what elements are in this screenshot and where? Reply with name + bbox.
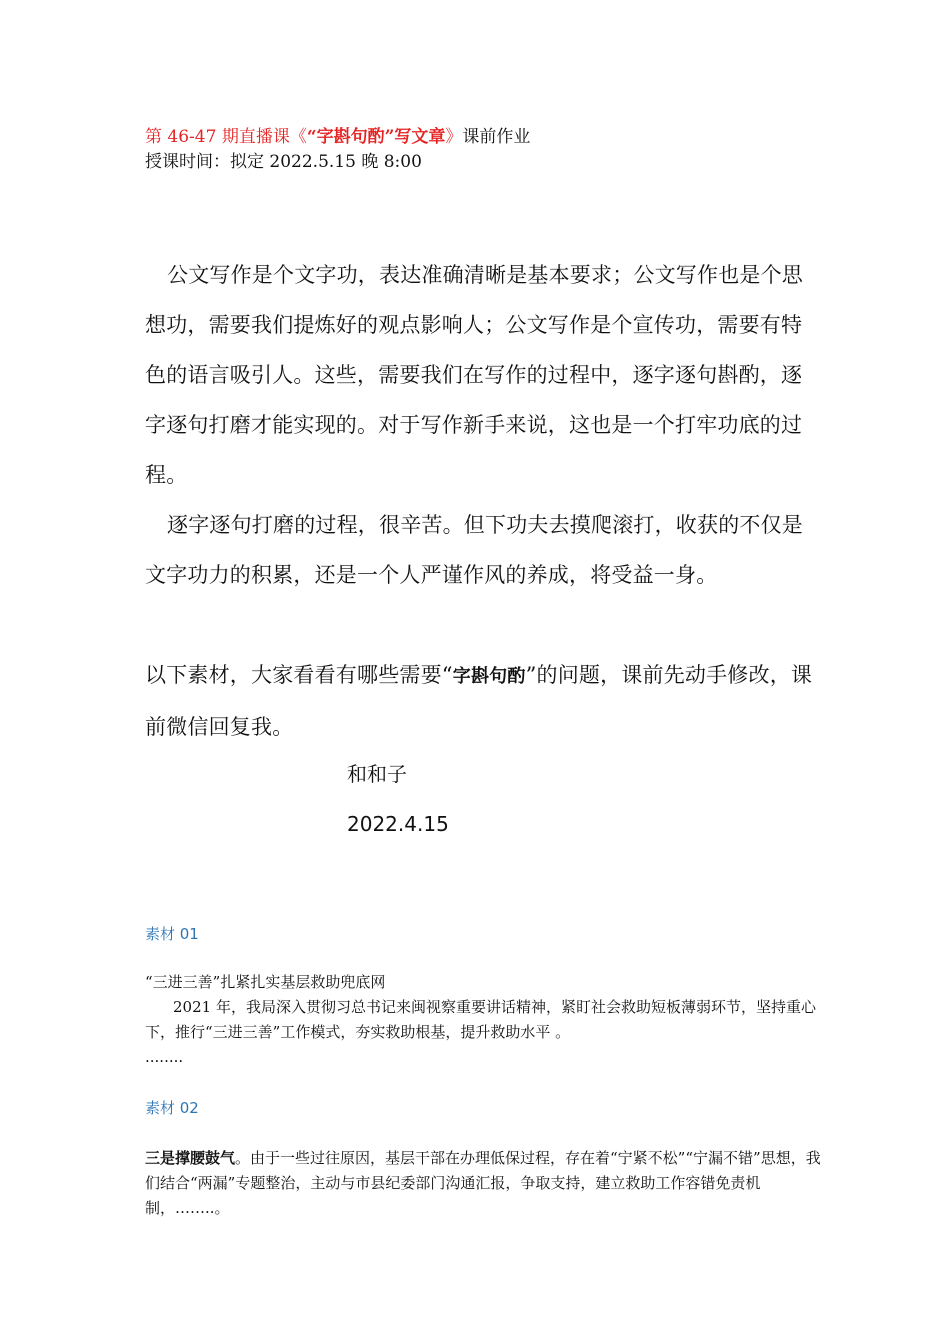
title-tail: 课前作业 [462,127,531,147]
material2-body-text: 。由于一些过往原因，基层干部在办理低保过程，存在着“宁紧不松”“宁漏不错”思想，我们结合“两漏”专题整治，主动与市县纪委部门沟通汇报，争取支持，建立救助工作容错免责机制，……..。 [145,1149,821,1217]
intro-paragraph-1: 公文写作是个文字功，表达准确清晰是基本要求；公文写作也是个思想功，需要我们提炼好的观点影响人；公文写作是个宣传功，需要有特色的语言吸引人。这些，需要我们在写作的过程中，逐字逐句斟酌，逐字逐句打磨才能实现的。对于写作新手来说，这也是一个打牢功底的过程。 [145,263,803,487]
material2-body [145,1146,825,1221]
class-time: 授课时间：拟定 2022.5.15 晚 8:00 [145,152,422,172]
intro-paragraph-2: 逐字逐句打磨的过程，很辛苦。但下功夫去摸爬滚打，收获的不仅是文字功力的积累，还是一个人严谨作风的养成，将受益一身。 [145,513,803,587]
material1-title: “三进三善”扎紧扎实基层救助兜底网 [145,973,386,991]
material1-ellipsis: ........ [145,1048,184,1066]
material2-lead: 三是撑腰鼓气 [145,1149,236,1167]
material1-label: 素材 01 [145,925,199,943]
material2-label: 素材 02 [145,1099,199,1117]
paragraph3-before: 以下素材，大家看看有哪些需要“ [145,663,453,687]
title-red-bold: “字斟句酌”写文章 [306,127,446,147]
intro-paragraph-3 [145,650,815,752]
paragraph3-keyword: 字斟句酌 [452,666,526,687]
material1-body [145,995,825,1045]
signature-date: 2022.4.15 [347,812,449,836]
material1-body-text: 2021 年，我局深入贯彻习总书记来闽视察重要讲话精神，紧盯社会救助短板薄弱环节，坚持重心下，推行“三进三善”工作模式，夯实救助根基，提升救助水平 。 [145,998,816,1041]
document-title [145,126,530,148]
paragraph3-after: ”的问题，课前先动手修改，课前微信回复我。 [145,663,813,739]
title-red-prefix: 第 46-47 期直播课《 [145,127,307,147]
signature-name: 和和子 [347,762,407,786]
title-red-suffix: 》 [445,127,463,147]
